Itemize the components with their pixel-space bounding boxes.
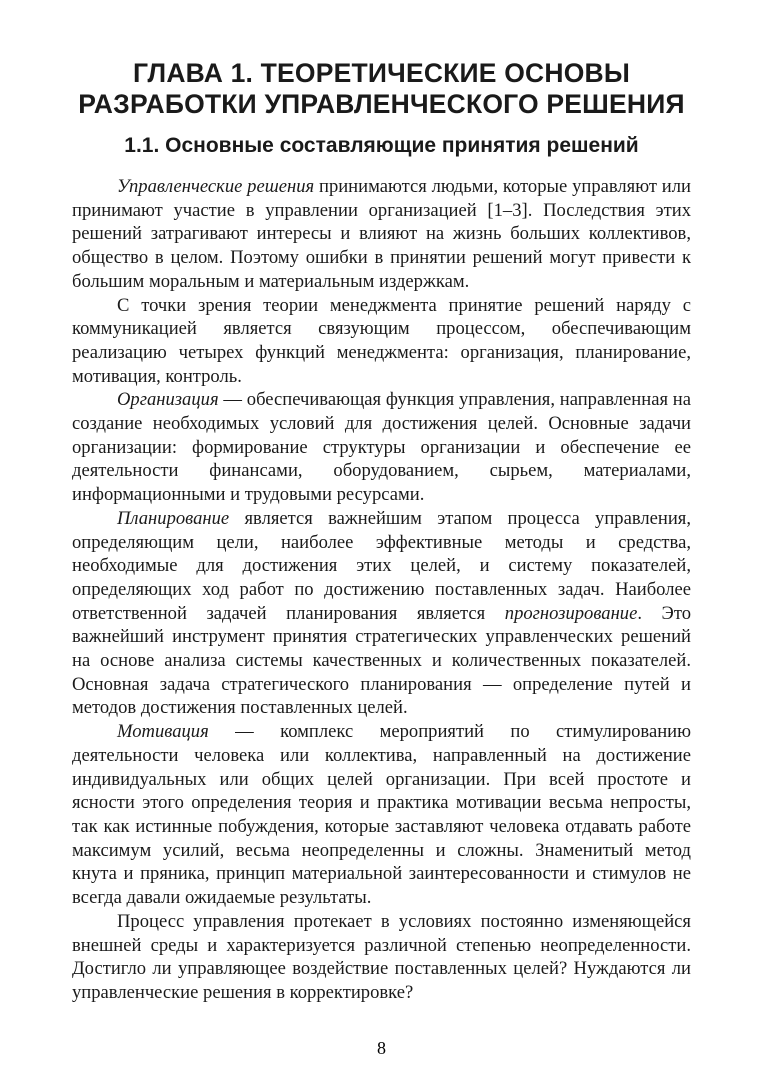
chapter-title-line-1: ГЛАВА 1. ТЕОРЕТИЧЕСКИЕ ОСНОВЫ — [132, 58, 630, 88]
term-forecasting: прогнозирование — [504, 602, 638, 624]
term-planning: Планирование — [117, 507, 230, 529]
paragraph-text: принимаются людьми, которые управляют или принимают участие в управлении организацией [1–3]. Последствия этих решений затрагивают интересы и влияют на жизнь больших коллективов, общество в целом. Поэтому ошибки в принятии решений могут привести к большим моральным и материальным издержкам. — [72, 176, 691, 292]
paragraph-text: — обеспечивающая функция управления, направленная на создание необходимых условий для достижения целей. Основные задачи организации: формирование структуры организации и обеспечение ее деятельности финансами, оборудованием, сырьем, материалами, информационными и трудовыми ресурсами. — [72, 389, 691, 506]
paragraph-management-decisions — [72, 175, 691, 294]
term-motivation: Мотивация — [117, 721, 209, 743]
paragraph-planning — [72, 507, 691, 720]
paragraph-text: . Это важнейший инструмент принятия стратегических управленческих решений на основе анализа системы качественных и количественных показателей. Основная задача стратегического планирования — определение путей и методов достижения поставленных целей. — [72, 602, 692, 719]
paragraph-text: Процесс управления протекает в условиях постоянно изменяющейся внешней среды и характеризуется различной степенью неопределенности. Достигло ли управляющее воздействие поставленных целей? Нуждаются ли управленческие решения в корректировке? — [72, 910, 691, 1003]
paragraph-management-theory — [72, 294, 691, 389]
term-organization: Организация — [117, 389, 219, 411]
chapter-title-line-2: РАЗРАБОТКИ УПРАВЛЕНЧЕСКОГО РЕШЕНИЯ — [78, 89, 685, 119]
paragraph-management-process — [72, 910, 691, 1005]
section-title: 1.1. Основные составляющие принятия решений — [124, 134, 639, 157]
paragraph-text: — комплекс мероприятий по стимулированию деятельности человека или коллектива, направленный на достижение индивидуальных или общих целей организации. При всей простоте и ясности этого определения теория и практика мотивации весьма непросты, так как истинные побуждения, которые заставляют человека отдавать работе максимум усилий, весьма неопределенны и сложны. Знаменитый метод кнута и пряника, принцип материальной заинтересованности и стимулов не всегда давали ожидаемые результаты. — [72, 721, 691, 909]
page-number: 8 — [377, 1038, 386, 1058]
chapter-title — [72, 58, 691, 120]
paragraph-organization — [72, 388, 691, 507]
term-management-decisions: Управленческие решения — [117, 176, 315, 197]
paragraph-text: С точки зрения теории менеджмента принятие решений наряду с коммуникацией является связующим процессом, обеспечивающим реализацию четырех функций менеджмента: организация, планирование, мотивация, контроль. — [72, 294, 691, 387]
paragraph-motivation — [72, 720, 691, 910]
paragraph-text: является важнейшим этапом процесса управления, определяющим цели, наиболее эффективные методы и средства, необходимые для достижения этих целей, и систему показателей, определяющих ход работ по достижению поставленных задач. Наиболее ответственной задачей планирования является — [72, 507, 691, 624]
